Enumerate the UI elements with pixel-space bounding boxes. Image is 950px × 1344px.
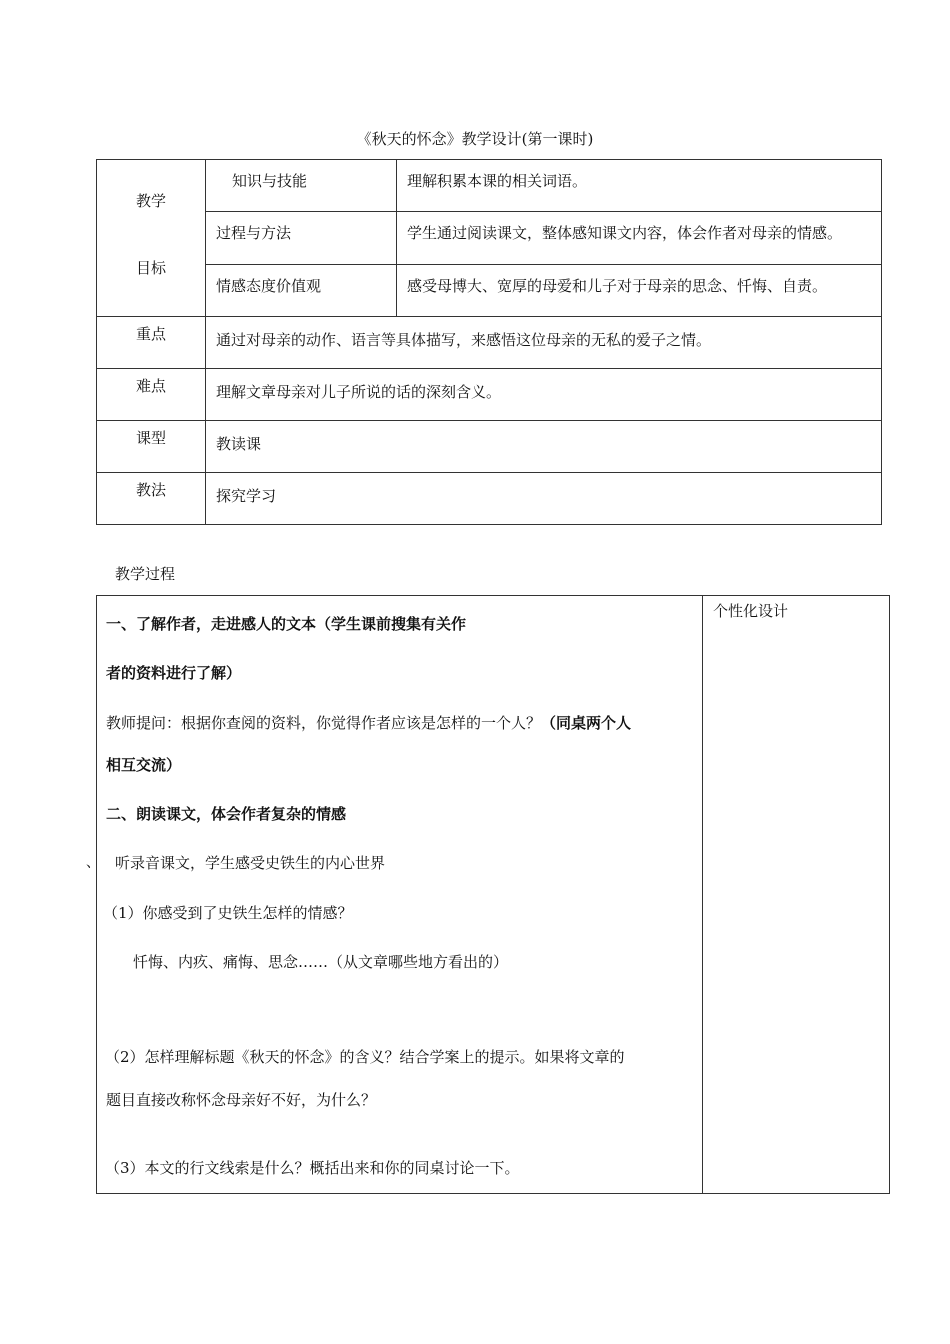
- prompt-3: （3）本文的行文线索是什么？概括出来和你的同桌讨论一下。: [105, 1159, 520, 1177]
- document-title: 《秋天的怀念》教学设计(第一课时): [356, 130, 594, 148]
- lesson-type-label: 课型: [97, 421, 206, 473]
- objectives-label-top: 教学: [135, 192, 166, 210]
- difficulty-text: 理解文章母亲对儿子所说的话的深刻含义。: [206, 369, 882, 421]
- question-1-line-b: 相互交流）: [106, 756, 182, 774]
- process-table: [96, 595, 890, 1194]
- section-1-line-b: 者的资料进行了解）: [106, 664, 242, 682]
- prompt-1: （1）你感受到了史铁生怎样的情感？: [103, 904, 353, 922]
- method-label: 教法: [97, 473, 206, 525]
- prompt-1-answer: 忏悔、内疚、痛悔、思念……（从文章哪些地方看出的）: [133, 953, 509, 971]
- section-2-heading: 二、朗读课文，体会作者复杂的情感: [106, 805, 347, 823]
- method-text: 探究学习: [206, 473, 882, 525]
- process-main-cell: [97, 596, 703, 1194]
- objectives-label-cell: [97, 160, 206, 317]
- objective-sub-emotion: 情感态度价值观: [206, 264, 397, 316]
- objective-text-process: 学生通过阅读课文，整体感知课文内容，体会作者对母亲的情感。: [397, 212, 882, 264]
- key-point-label: 重点: [97, 317, 206, 369]
- listen-line: 听录音课文，学生感受史铁生的内心世界: [115, 854, 386, 872]
- question-1-line-a: [106, 712, 631, 733]
- prompt-2-line-b: 题目直接改称怀念母亲好不好，为什么？: [106, 1091, 377, 1109]
- personalized-design-cell: [703, 596, 890, 1194]
- objective-text-knowledge: 理解积累本课的相关词语。: [397, 160, 882, 212]
- key-point-text: 通过对母亲的动作、语言等具体描写，来感悟这位母亲的无私的爱子之情。: [206, 317, 882, 369]
- lesson-type-text: 教读课: [206, 421, 882, 473]
- objectives-label-bottom: 目标: [135, 259, 166, 277]
- prompt-2-line-a: （2）怎样理解标题《秋天的怀念》的含义？结合学案上的提示。如果将文章的: [105, 1048, 625, 1066]
- question-1-bold: （同桌两个人: [541, 714, 632, 732]
- objective-sub-knowledge: 知识与技能: [206, 160, 397, 212]
- objective-sub-process: 过程与方法: [206, 212, 397, 264]
- objective-text-emotion: 感受母博大、宽厚的母爱和儿子对于母亲的思念、忏悔、自责。: [397, 264, 882, 316]
- question-1-text: 教师提问：根据你查阅的资料，你觉得作者应该是怎样的一个人？: [106, 714, 542, 732]
- section-1-line-a: 一、了解作者，走进感人的文本（学生课前搜集有关作: [106, 615, 467, 633]
- lesson-info-table: [96, 159, 882, 525]
- difficulty-label: 难点: [97, 369, 206, 421]
- personalized-design-title: 个性化设计: [713, 602, 789, 620]
- process-heading: 教学过程: [115, 565, 176, 583]
- margin-mark: 、: [86, 855, 100, 871]
